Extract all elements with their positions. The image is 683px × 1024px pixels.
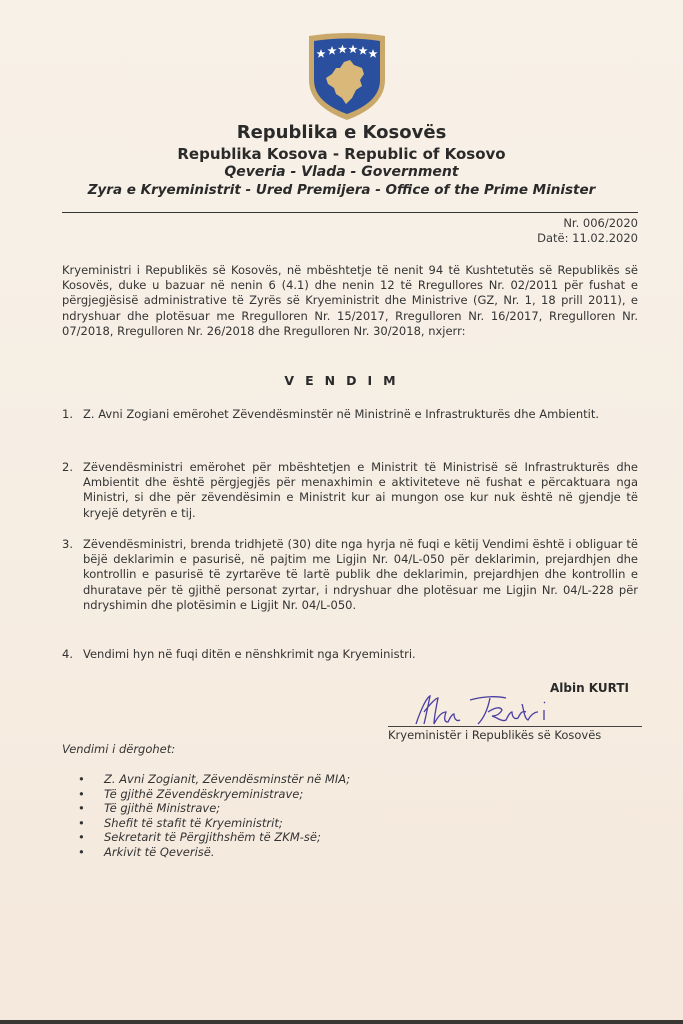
decision-item bbox=[62, 407, 638, 422]
bullet-icon: • bbox=[78, 815, 85, 830]
page-bottom-edge bbox=[0, 1020, 683, 1024]
distribution-item bbox=[78, 816, 350, 831]
reference-date: Datë: 11.02.2020 bbox=[537, 231, 638, 245]
bullet-icon: • bbox=[78, 801, 85, 816]
preamble-paragraph: Kryeministri i Republikës së Kosovës, në mbështetje të nenit 94 të Kushtetutës së Republikës së Kosovës, duke u bazuar në nenin 6 (4.1) dhe nenin 12 të Rregullores Nr. 02/2011 për fushat e përgjegjësisë administrative të Zyrës së Kryeministrit dhe Ministrive (GZ, Nr. 1, 18 prill 2011), e ndryshuar dhe plotësuar me Rregulloren Nr. 15/2017, Rregulloren Nr. 16/2017, Rregulloren Nr. 07/2018, Rregulloren Nr. 26/2018 dhe Rregulloren Nr. 30/2018, nxjerr: bbox=[62, 263, 638, 338]
signatory-title: Kryeministër i Republikës së Kosovës bbox=[388, 728, 602, 742]
header-government: Qeveria - Vlada - Government bbox=[224, 164, 459, 180]
item-text: Zëvendësministri emërohet për mbështetjen e Ministrit të Ministrisë së Infrastrukturës dhe Ambientit dhe është përgjegjës për menaxhimin e aktiviteteve në fushat e përcaktuara nga Ministri, si dhe për zëvendësimin e Ministrit kur ai mungon ose kur nuk është në gjendje të kryejë detyrën e tij. bbox=[83, 460, 638, 520]
distribution-item bbox=[78, 801, 350, 816]
recipient: Shefit të stafit të Kryeministrit; bbox=[104, 815, 283, 830]
distribution-label: Vendimi i dërgohet: bbox=[62, 742, 176, 756]
reference-block bbox=[537, 216, 638, 246]
signature-line bbox=[388, 726, 642, 727]
header-office: Zyra e Kryeministrit - Ured Premijera - Office of the Prime Minister bbox=[87, 182, 596, 198]
decision-item bbox=[62, 537, 638, 613]
recipient: Të gjithë Zëvendëskryeministrave; bbox=[104, 786, 304, 801]
reference-number: Nr. 006/2020 bbox=[563, 216, 638, 230]
item-number: 2. bbox=[62, 460, 73, 474]
recipient: Z. Avni Zogianit, Zëvendësminstër në MIA; bbox=[104, 772, 351, 786]
item-text: Zëvendësministri, brenda tridhjetë (30) dite nga hyrja në fuqi e këtij Vendimi është i obliguar të bëjë deklarimin e pasurisë, në pajtim me Ligjin Nr. 04/L-050 për deklarimin, prejardhjen dhe kontrollin e pasurisë të zyrtarëve të lartë publik dhe deklarimin, prejardhjen dhe kontrollin e dhuratave për të gjithë personat zyrtar, i ndryshuar dhe plotësuar me Ligjin Nr. 04/L-228 për ndryshimin dhe plotësimin e Ligjit Nr. 04/L-050. bbox=[83, 537, 638, 612]
distribution-item bbox=[78, 772, 350, 787]
item-number: 4. bbox=[62, 647, 73, 661]
bullet-icon: • bbox=[78, 844, 85, 859]
distribution-item bbox=[78, 845, 350, 860]
distribution-item bbox=[78, 830, 350, 845]
decision-item bbox=[62, 460, 638, 521]
bullet-icon: • bbox=[78, 772, 85, 786]
bullet-icon: • bbox=[78, 786, 85, 801]
header-republic-albanian: Republika e Kosovës bbox=[236, 122, 447, 143]
recipient: Arkivit të Qeverisë. bbox=[104, 844, 215, 859]
bullet-icon: • bbox=[78, 830, 85, 845]
recipient: Të gjithë Ministrave; bbox=[104, 801, 221, 816]
item-text: Z. Avni Zogiani emërohet Zëvendësminstër në Ministrinë e Infrastrukturës dhe Ambientit. bbox=[83, 407, 600, 421]
item-number: 3. bbox=[62, 537, 73, 551]
decision-title: VENDIM bbox=[284, 373, 407, 388]
header-republic-multilingual: Republika Kosova - Republic of Kosovo bbox=[177, 145, 506, 163]
signatory-name: Albin KURTI bbox=[549, 681, 629, 695]
decision-item bbox=[62, 647, 638, 662]
kosovo-coat-of-arms-icon bbox=[306, 32, 388, 122]
recipient: Sekretarit të Përgjithshëm të ZKM-së; bbox=[104, 830, 321, 845]
distribution-item bbox=[78, 787, 350, 802]
distribution-list bbox=[78, 772, 350, 860]
handwritten-signature-icon bbox=[410, 690, 570, 730]
item-text: Vendimi hyn në fuqi ditën e nënshkrimit nga Kryeministri. bbox=[83, 647, 416, 661]
header-divider bbox=[62, 212, 638, 213]
item-number: 1. bbox=[62, 407, 73, 421]
